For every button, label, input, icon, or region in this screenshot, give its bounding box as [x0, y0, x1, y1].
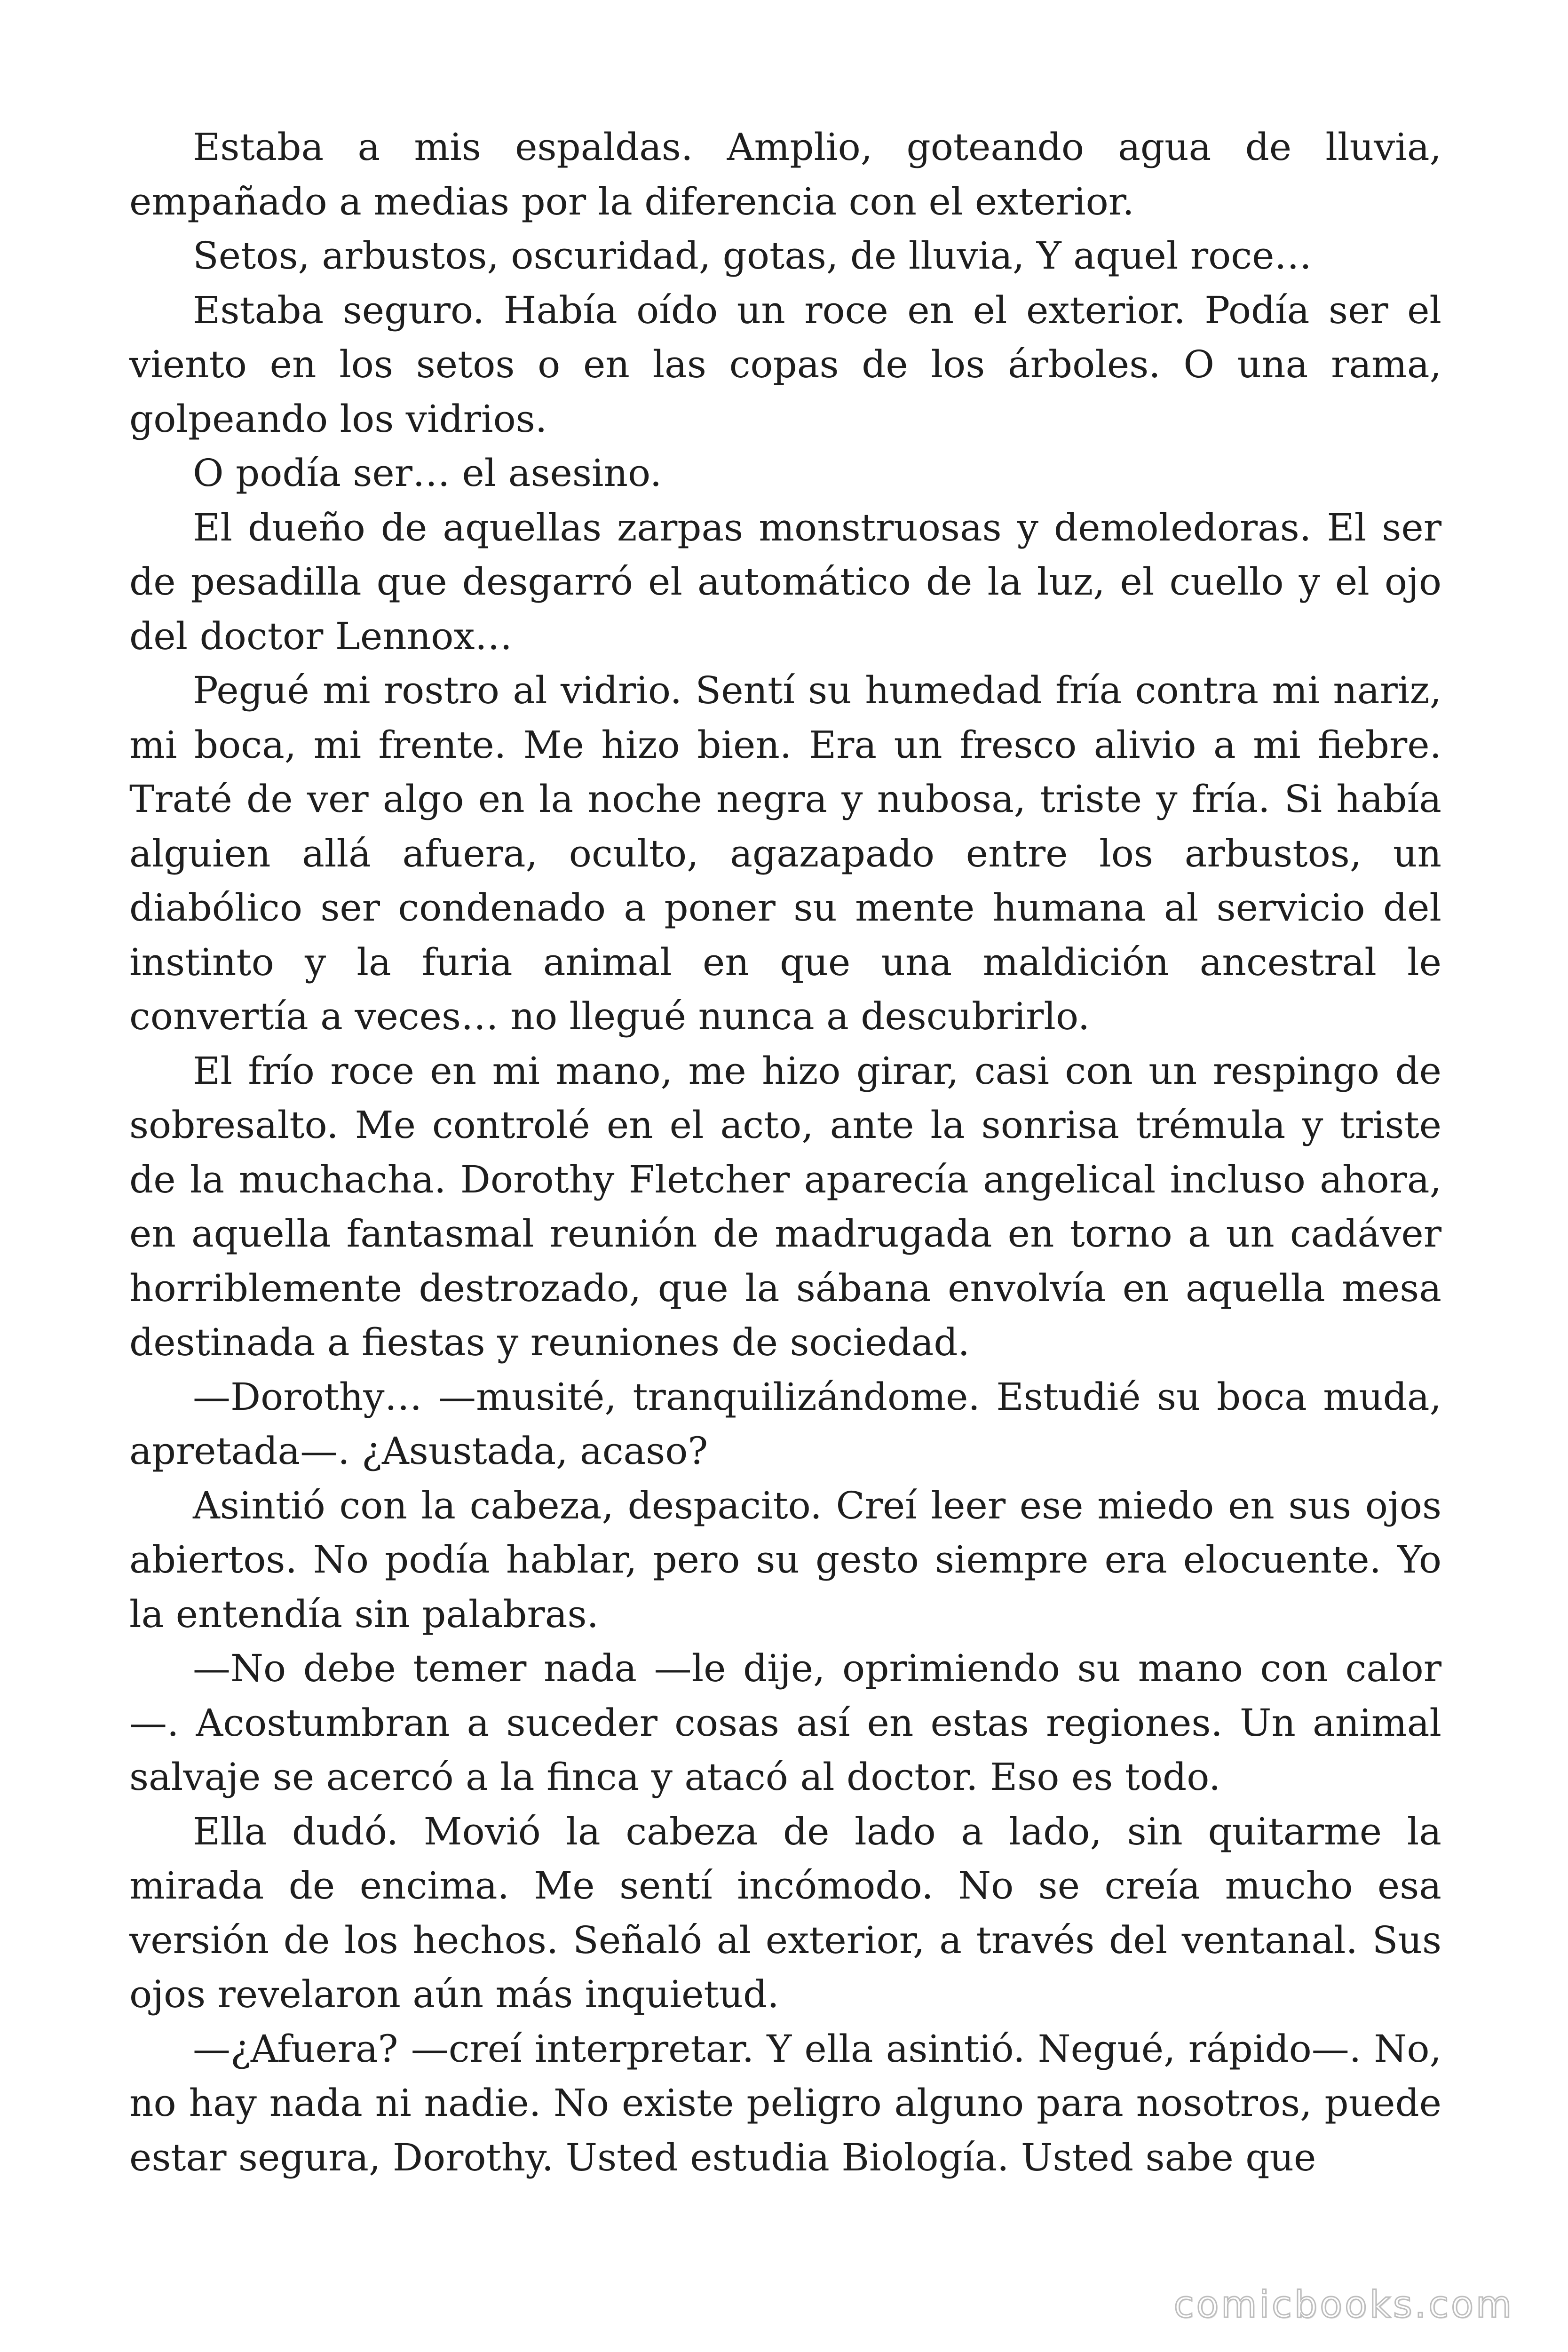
- paragraph: O podía ser… el asesino.: [193, 451, 662, 495]
- body-text: [129, 120, 1441, 2185]
- paragraph: Estaba seguro. Había oído un roce en el exterior. Podía ser el viento en los setos o en las copas de los árboles. O una rama, golpeando los vidrios.: [129, 288, 1441, 441]
- paragraph: Setos, arbustos, oscuridad, gotas, de lluvia, Y aquel roce…: [193, 234, 1312, 278]
- paragraph: Asintió con la cabeza, despacito. Creí leer ese miedo en sus ojos abiertos. No podía hablar, pero su gesto siempre era elocuente. Yo la entendía sin palabras.: [129, 1483, 1441, 1636]
- paragraph: —Dorothy… —musité, tranquilizándome. Estudié su boca muda, apretada—. ¿Asustada, acaso?: [129, 1375, 1441, 1473]
- paragraph: —No debe temer nada —le dije, oprimiendo su mano con calor —. Acostumbran a suceder cosas así en estas regiones. Un animal salvaje se acercó a la finca y atacó al doctor. Eso es todo.: [129, 1646, 1441, 1799]
- paragraph: El dueño de aquellas zarpas monstruosas y demoledoras. El ser de pesadilla que desgarró el automático de la luz, el cuello y el ojo del doctor Lennox…: [129, 505, 1441, 658]
- paragraph: —¿Afuera? —creí interpretar. Y ella asintió. Negué, rápido—. No, no hay nada ni nadie. No existe peligro alguno para nosotros, puede estar segura, Dorothy. Usted estudia Biología. Usted sabe que: [129, 2026, 1441, 2179]
- paragraph: Ella dudó. Movió la cabeza de lado a lado, sin quitarme la mirada de encima. Me sentí incómodo. No se creía mucho esa versión de los hechos. Señaló al exterior, a través del ventanal. Sus ojos revelaron aún más inquietud.: [129, 1809, 1441, 2016]
- watermark: comicbooks.com: [1173, 2284, 1514, 2326]
- paragraph: El frío roce en mi mano, me hizo girar, casi con un respingo de sobresalto. Me controlé en el acto, ante la sonrisa trémula y triste de la muchacha. Dorothy Fletcher aparecía angelical incluso ahora, en aquella fantasmal reunión de madrugada en torno a un cadáver horriblemente destrozado, que la sábana envolvía en aquella mesa destinada a fiestas y reuniones de sociedad.: [129, 1049, 1441, 1364]
- paragraph: Estaba a mis espaldas. Amplio, goteando agua de lluvia, empañado a medias por la diferencia con el exterior.: [129, 125, 1441, 223]
- paragraph: Pegué mi rostro al vidrio. Sentí su humedad fría contra mi nariz, mi boca, mi frente. Me hizo bien. Era un fresco alivio a mi fiebre. Traté de ver algo en la noche negra y nubosa, triste y fría. Si había alguien allá afuera, oculto, agazapado entre los arbustos, un diabólico ser condenado a poner su mente humana al servicio del instinto y la furia animal en que una maldición ancestral le convertía a veces… no llegué nunca a descubrirlo.: [129, 668, 1441, 1038]
